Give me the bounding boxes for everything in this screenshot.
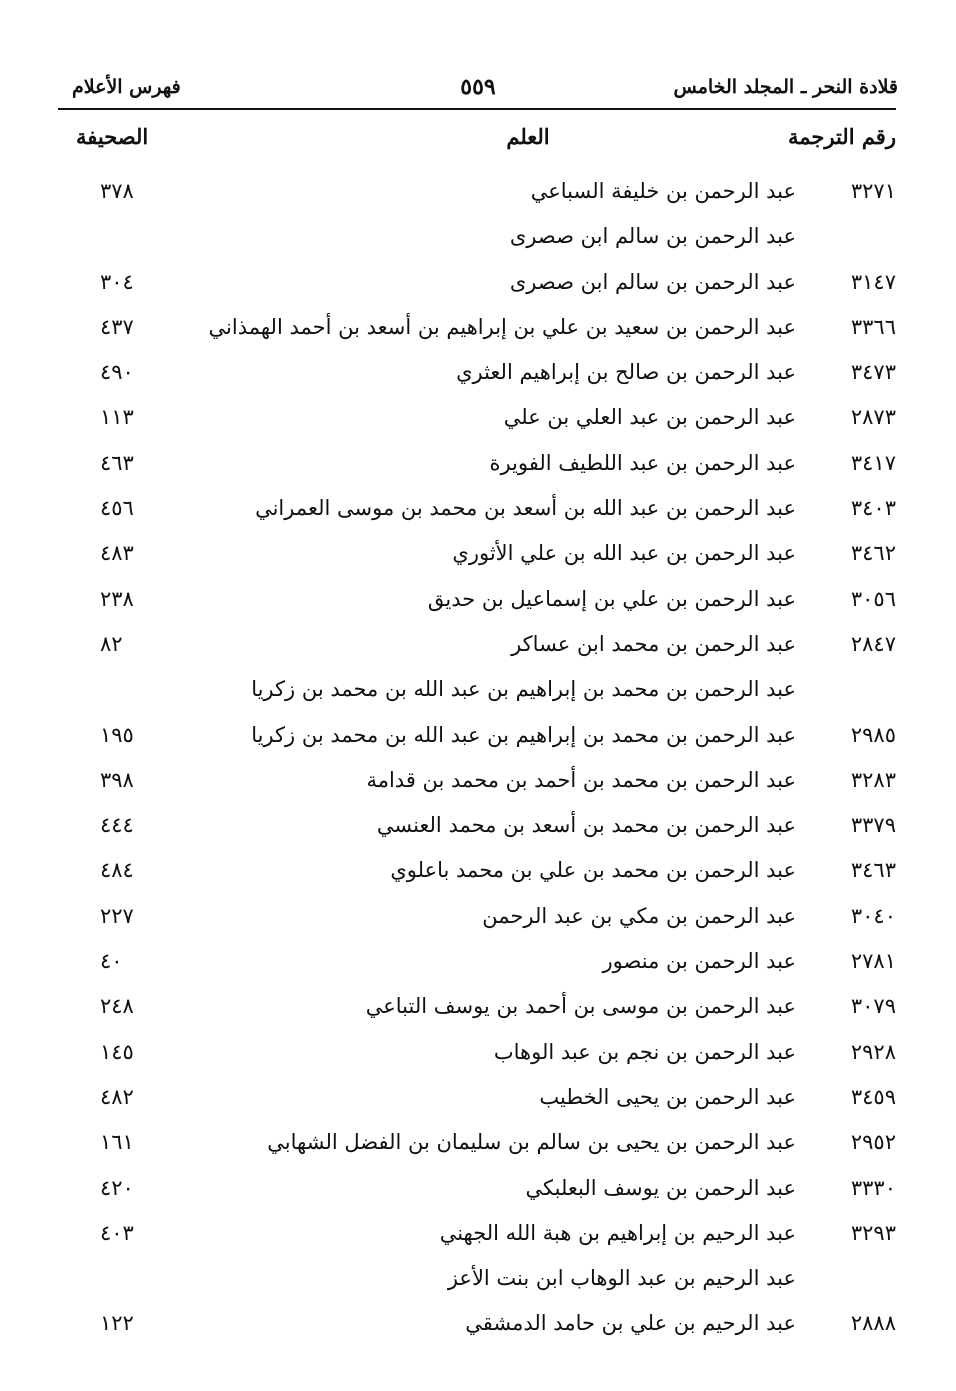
index-entry bbox=[0, 396, 956, 441]
entry-name: عبد الرحمن بن يحيى الخطيب bbox=[539, 1084, 796, 1109]
index-entry bbox=[0, 442, 956, 487]
entry-number: ٣٠٥٦ bbox=[850, 586, 896, 611]
entry-page: ٤٨٤ bbox=[100, 858, 134, 883]
index-entry bbox=[0, 170, 956, 215]
entry-number: ٣٣٦٦ bbox=[850, 314, 896, 339]
entry-page: ٤٠ bbox=[100, 949, 123, 974]
header-rule bbox=[58, 108, 896, 110]
entry-page: ٢٣٨ bbox=[100, 586, 134, 611]
entry-name: عبد الرحمن بن سعيد بن علي بن إبراهيم بن أسعد بن أحمد الهمذاني bbox=[208, 314, 796, 339]
column-header-page: الصحيفة bbox=[76, 124, 149, 149]
entry-page: ١٢٢ bbox=[100, 1311, 134, 1336]
entry-name: عبد الرحيم بن إبراهيم بن هبة الله الجهني bbox=[439, 1220, 796, 1245]
entry-number: ٣٤١٧ bbox=[850, 450, 896, 475]
entry-page: ١١٣ bbox=[100, 405, 134, 430]
entry-page: ٣٠٤ bbox=[100, 269, 134, 294]
index-entry bbox=[0, 306, 956, 351]
entry-name: عبد الرحمن بن عبد الله بن علي الأثوري bbox=[452, 541, 796, 566]
entry-number: ٣٣٣٠ bbox=[850, 1175, 896, 1200]
index-entry bbox=[0, 804, 956, 849]
entry-name: عبد الرحمن بن محمد بن أسعد بن محمد العنسي bbox=[376, 813, 796, 838]
entry-number: ٣٤٧٣ bbox=[850, 360, 896, 385]
entry-page: ٣٧٨ bbox=[100, 179, 134, 203]
column-header-number: رقم الترجمة bbox=[787, 124, 896, 149]
entry-page: ٢٢٧ bbox=[100, 903, 134, 928]
index-entry bbox=[0, 1212, 956, 1257]
index-entry bbox=[0, 1031, 956, 1076]
entry-number: ٣٠٧٩ bbox=[850, 994, 896, 1019]
entry-name: عبد الرحمن بن سالم ابن صصرى bbox=[509, 269, 796, 294]
index-entry bbox=[0, 1302, 956, 1347]
entry-page: ٤٣٧ bbox=[100, 314, 134, 339]
column-header-name: العلم bbox=[506, 124, 550, 149]
entry-name: عبد الرحمن بن عبد اللطيف الفويرة bbox=[489, 450, 796, 475]
entry-number: ٢٩٥٢ bbox=[850, 1130, 896, 1155]
entry-page: ٤٠٣ bbox=[100, 1220, 134, 1245]
entry-page: ١٤٥ bbox=[100, 1039, 134, 1064]
entry-number: ٣٢٩٣ bbox=[850, 1220, 896, 1245]
index-entry bbox=[0, 985, 956, 1030]
entry-page: ١٩٥ bbox=[100, 722, 134, 747]
entry-name: عبد الرحمن بن يحيى بن سالم بن سليمان بن الفضل الشهابي bbox=[267, 1130, 796, 1155]
entry-number: ٣٠٤٠ bbox=[850, 903, 896, 928]
entry-number: ٣٢٨٣ bbox=[850, 767, 896, 792]
section-title: فهرس الأعلام bbox=[72, 76, 181, 98]
entry-page: ٤٥٦ bbox=[100, 496, 134, 521]
entry-page: ١٦١ bbox=[100, 1130, 134, 1155]
entry-name: عبد الرحيم بن علي بن حامد الدمشقي bbox=[465, 1311, 796, 1336]
entry-page: ٤٦٣ bbox=[100, 450, 134, 475]
entry-page: ٤٩٠ bbox=[100, 360, 134, 385]
entry-name: عبد الرحمن بن عبد الله بن أسعد بن محمد بن موسى العمراني bbox=[255, 496, 796, 521]
entry-name: عبد الرحمن بن محمد بن أحمد بن محمد بن قدامة bbox=[366, 767, 796, 792]
index-entry bbox=[0, 759, 956, 804]
entry-number: ٣١٤٧ bbox=[850, 269, 896, 294]
index-entry bbox=[0, 215, 956, 260]
index-list bbox=[0, 170, 956, 1348]
index-entry bbox=[0, 714, 956, 759]
index-entry bbox=[0, 849, 956, 894]
entry-page: ٤٤٤ bbox=[100, 813, 134, 838]
entry-name: عبد الرحمن بن موسى بن أحمد بن يوسف التباعي bbox=[365, 994, 796, 1019]
index-entry bbox=[0, 1121, 956, 1166]
entry-name: عبد الرحمن بن محمد بن علي بن محمد باعلوي bbox=[390, 858, 796, 883]
entry-number: ٣٣٧٩ bbox=[850, 813, 896, 838]
index-entry bbox=[0, 668, 956, 713]
entry-page: ٤٨٢ bbox=[100, 1084, 134, 1109]
entry-number: ٢٨٧٣ bbox=[850, 405, 896, 430]
index-entry bbox=[0, 261, 956, 306]
entry-name: عبد الرحمن بن منصور bbox=[602, 949, 796, 974]
entry-number: ٢٨٨٨ bbox=[850, 1311, 896, 1336]
entry-name: عبد الرحمن بن خليفة السباعي bbox=[530, 179, 796, 203]
index-entry bbox=[0, 578, 956, 623]
entry-name: عبد الرحيم بن عبد الوهاب ابن بنت الأعز bbox=[447, 1266, 796, 1291]
entry-number: ٣٤٥٩ bbox=[850, 1084, 896, 1109]
entry-name: عبد الرحمن بن يوسف البعلبكي bbox=[525, 1175, 796, 1200]
entry-page: ٤٢٠ bbox=[100, 1175, 134, 1200]
index-entry bbox=[0, 1257, 956, 1302]
index-entry bbox=[0, 532, 956, 577]
entry-name: عبد الرحمن بن محمد ابن عساكر bbox=[511, 631, 796, 656]
page-number: ٥٥٩ bbox=[460, 74, 496, 100]
entry-name: عبد الرحمن بن سالم ابن صصرى bbox=[509, 224, 796, 249]
entry-name: عبد الرحمن بن صالح بن إبراهيم العثري bbox=[456, 360, 796, 385]
entry-number: ٣٢٧١ bbox=[850, 179, 896, 203]
entry-page: ٢٤٨ bbox=[100, 994, 134, 1019]
index-entry bbox=[0, 351, 956, 396]
entry-page: ٨٢ bbox=[100, 631, 123, 656]
index-entry bbox=[0, 1076, 956, 1121]
entry-number: ٢٩٨٥ bbox=[850, 722, 896, 747]
entry-page: ٣٩٨ bbox=[100, 767, 134, 792]
index-entry bbox=[0, 940, 956, 985]
entry-number: ٣٤٠٣ bbox=[850, 496, 896, 521]
entry-name: عبد الرحمن بن علي بن إسماعيل بن حديق bbox=[427, 586, 796, 611]
index-entry bbox=[0, 487, 956, 532]
entry-number: ٢٩٢٨ bbox=[850, 1039, 896, 1064]
entry-number: ٣٤٦٢ bbox=[850, 541, 896, 566]
entry-name: عبد الرحمن بن محمد بن إبراهيم بن عبد الله بن محمد بن زكريا bbox=[251, 722, 796, 747]
entry-number: ٢٨٤٧ bbox=[850, 631, 896, 656]
entry-name: عبد الرحمن بن محمد بن إبراهيم بن عبد الله بن محمد بن زكريا bbox=[251, 677, 796, 702]
entry-number: ٢٧٨١ bbox=[850, 949, 896, 974]
entry-number: ٣٤٦٣ bbox=[850, 858, 896, 883]
book-title: قلادة النحر ـ المجلد الخامس bbox=[673, 76, 898, 98]
entry-name: عبد الرحمن بن نجم بن عبد الوهاب bbox=[493, 1039, 796, 1064]
index-entry bbox=[0, 1167, 956, 1212]
index-entry bbox=[0, 623, 956, 668]
index-entry bbox=[0, 895, 956, 940]
entry-name: عبد الرحمن بن مكي بن عبد الرحمن bbox=[482, 903, 796, 928]
entry-name: عبد الرحمن بن عبد العلي بن علي bbox=[503, 405, 796, 430]
entry-page: ٤٨٣ bbox=[100, 541, 134, 566]
